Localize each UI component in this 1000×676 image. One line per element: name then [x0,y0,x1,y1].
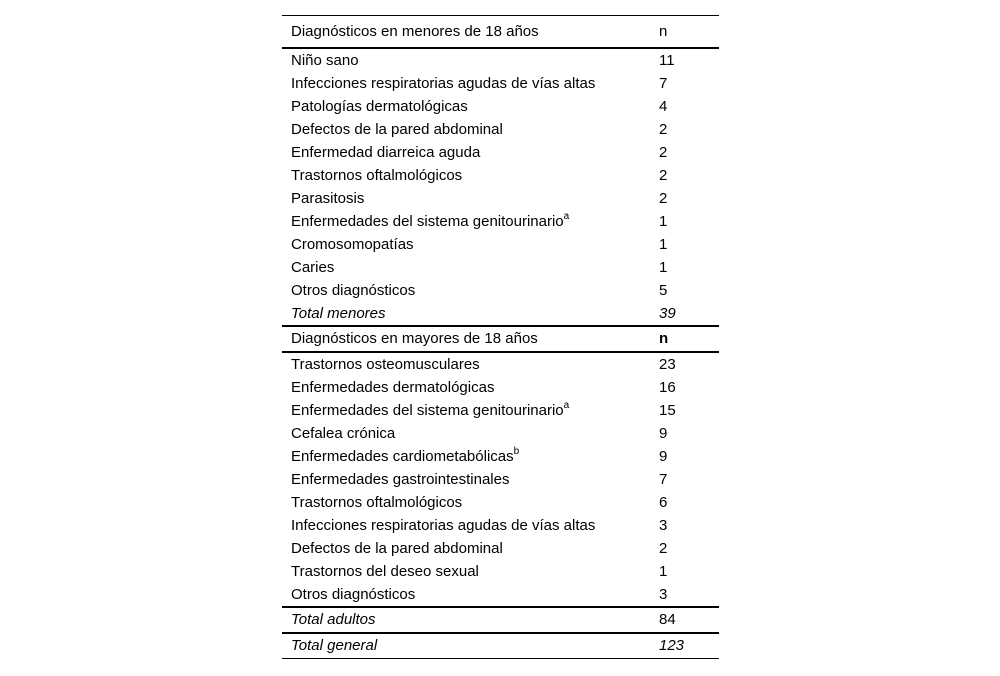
row-label: Enfermedad diarreica aguda [291,144,481,161]
row-value: 7 [659,75,668,92]
row-value: 23 [659,356,676,373]
table-row [282,514,719,537]
table-row [282,118,719,141]
row-value: 2 [659,540,668,557]
section1-total-value: 39 [659,302,719,326]
row-label: Enfermedades del sistema genitourinario$^a$ [291,400,570,419]
section1-header-row [282,16,719,49]
table-row [282,233,719,256]
row-label: Defectos de la pared abdominal [291,121,503,138]
section2-total-row [282,607,719,633]
row-value: 11 [659,52,675,69]
diagnoses-table [282,15,719,659]
row-label: Infecciones respiratorias agudas de vías altas [291,75,596,92]
section1-header-label: Diagnósticos en menores de 18 años [282,16,659,49]
row-value: 5 [659,282,668,299]
table-row [282,352,719,376]
row-value: 9 [659,425,668,442]
table-row [282,279,719,302]
row-label: Otros diagnósticos [291,282,416,299]
row-label: Parasitosis [291,190,365,207]
row-value: 6 [659,494,668,511]
row-value: 15 [659,402,676,419]
row-value: 2 [659,167,668,184]
row-value: 7 [659,471,668,488]
section2-header-n: n [659,326,719,352]
footnote-marker: a [563,400,570,411]
row-value: 4 [659,98,668,115]
row-label: Otros diagnósticos [291,586,416,603]
row-value: 2 [659,190,668,207]
table-row [282,187,719,210]
row-value: 2 [659,144,668,161]
footnote-marker: b [513,446,520,457]
table-row [282,210,719,233]
table-row [282,256,719,279]
grand-total-row [282,633,719,659]
row-value: 1 [659,563,668,580]
table-row [282,72,719,95]
row-label: Trastornos oftalmológicos [291,167,463,184]
table-row [282,491,719,514]
table-row [282,399,719,422]
row-label: Trastornos osteomusculares [291,356,480,373]
table-row [282,141,719,164]
diagnoses-table-container [282,15,719,659]
row-value: 2 [659,121,668,138]
footnote-marker: a [563,211,570,222]
table-row [282,48,719,72]
row-value: 1 [659,213,668,230]
section2-header-label: Diagnósticos en mayores de 18 años [282,326,659,352]
row-label: Enfermedades gastrointestinales [291,471,510,488]
row-value: 3 [659,517,668,534]
section2-header-row [282,326,719,352]
row-value: 1 [659,236,668,253]
row-label: Caries [291,259,335,276]
table-row [282,445,719,468]
row-label: Enfermedades cardiometabólicas$^b$ [291,446,520,465]
row-label: Infecciones respiratorias agudas de vías altas [291,517,596,534]
row-label: Cefalea crónica [291,425,396,442]
row-label: Trastornos oftalmológicos [291,494,463,511]
row-label: Patologías dermatológicas [291,98,468,115]
section1-total-label: Total menores [282,302,659,326]
section2-total-label: Total adultos [282,607,659,633]
row-value: 16 [659,379,676,396]
section2-total-value: 84 [659,607,719,633]
section1-total-row [282,302,719,326]
table-row [282,95,719,118]
row-value: 1 [659,259,668,276]
row-label: Trastornos del deseo sexual [291,563,479,580]
row-value: 3 [659,586,668,603]
table-row [282,468,719,491]
table-row [282,560,719,583]
row-label: Enfermedades del sistema genitourinario$^a$ [291,211,570,230]
grand-total-label: Total general [282,633,659,659]
grand-total-value: 123 [659,633,719,659]
row-label: Enfermedades dermatológicas [291,379,495,396]
table-row [282,422,719,445]
row-label: Niño sano [291,52,359,69]
row-value: 9 [659,448,668,465]
table-row [282,583,719,607]
row-label: Cromosomopatías [291,236,414,253]
table-row [282,164,719,187]
table-row [282,537,719,560]
section1-header-n: n [659,16,719,49]
row-label: Defectos de la pared abdominal [291,540,503,557]
table-row [282,376,719,399]
